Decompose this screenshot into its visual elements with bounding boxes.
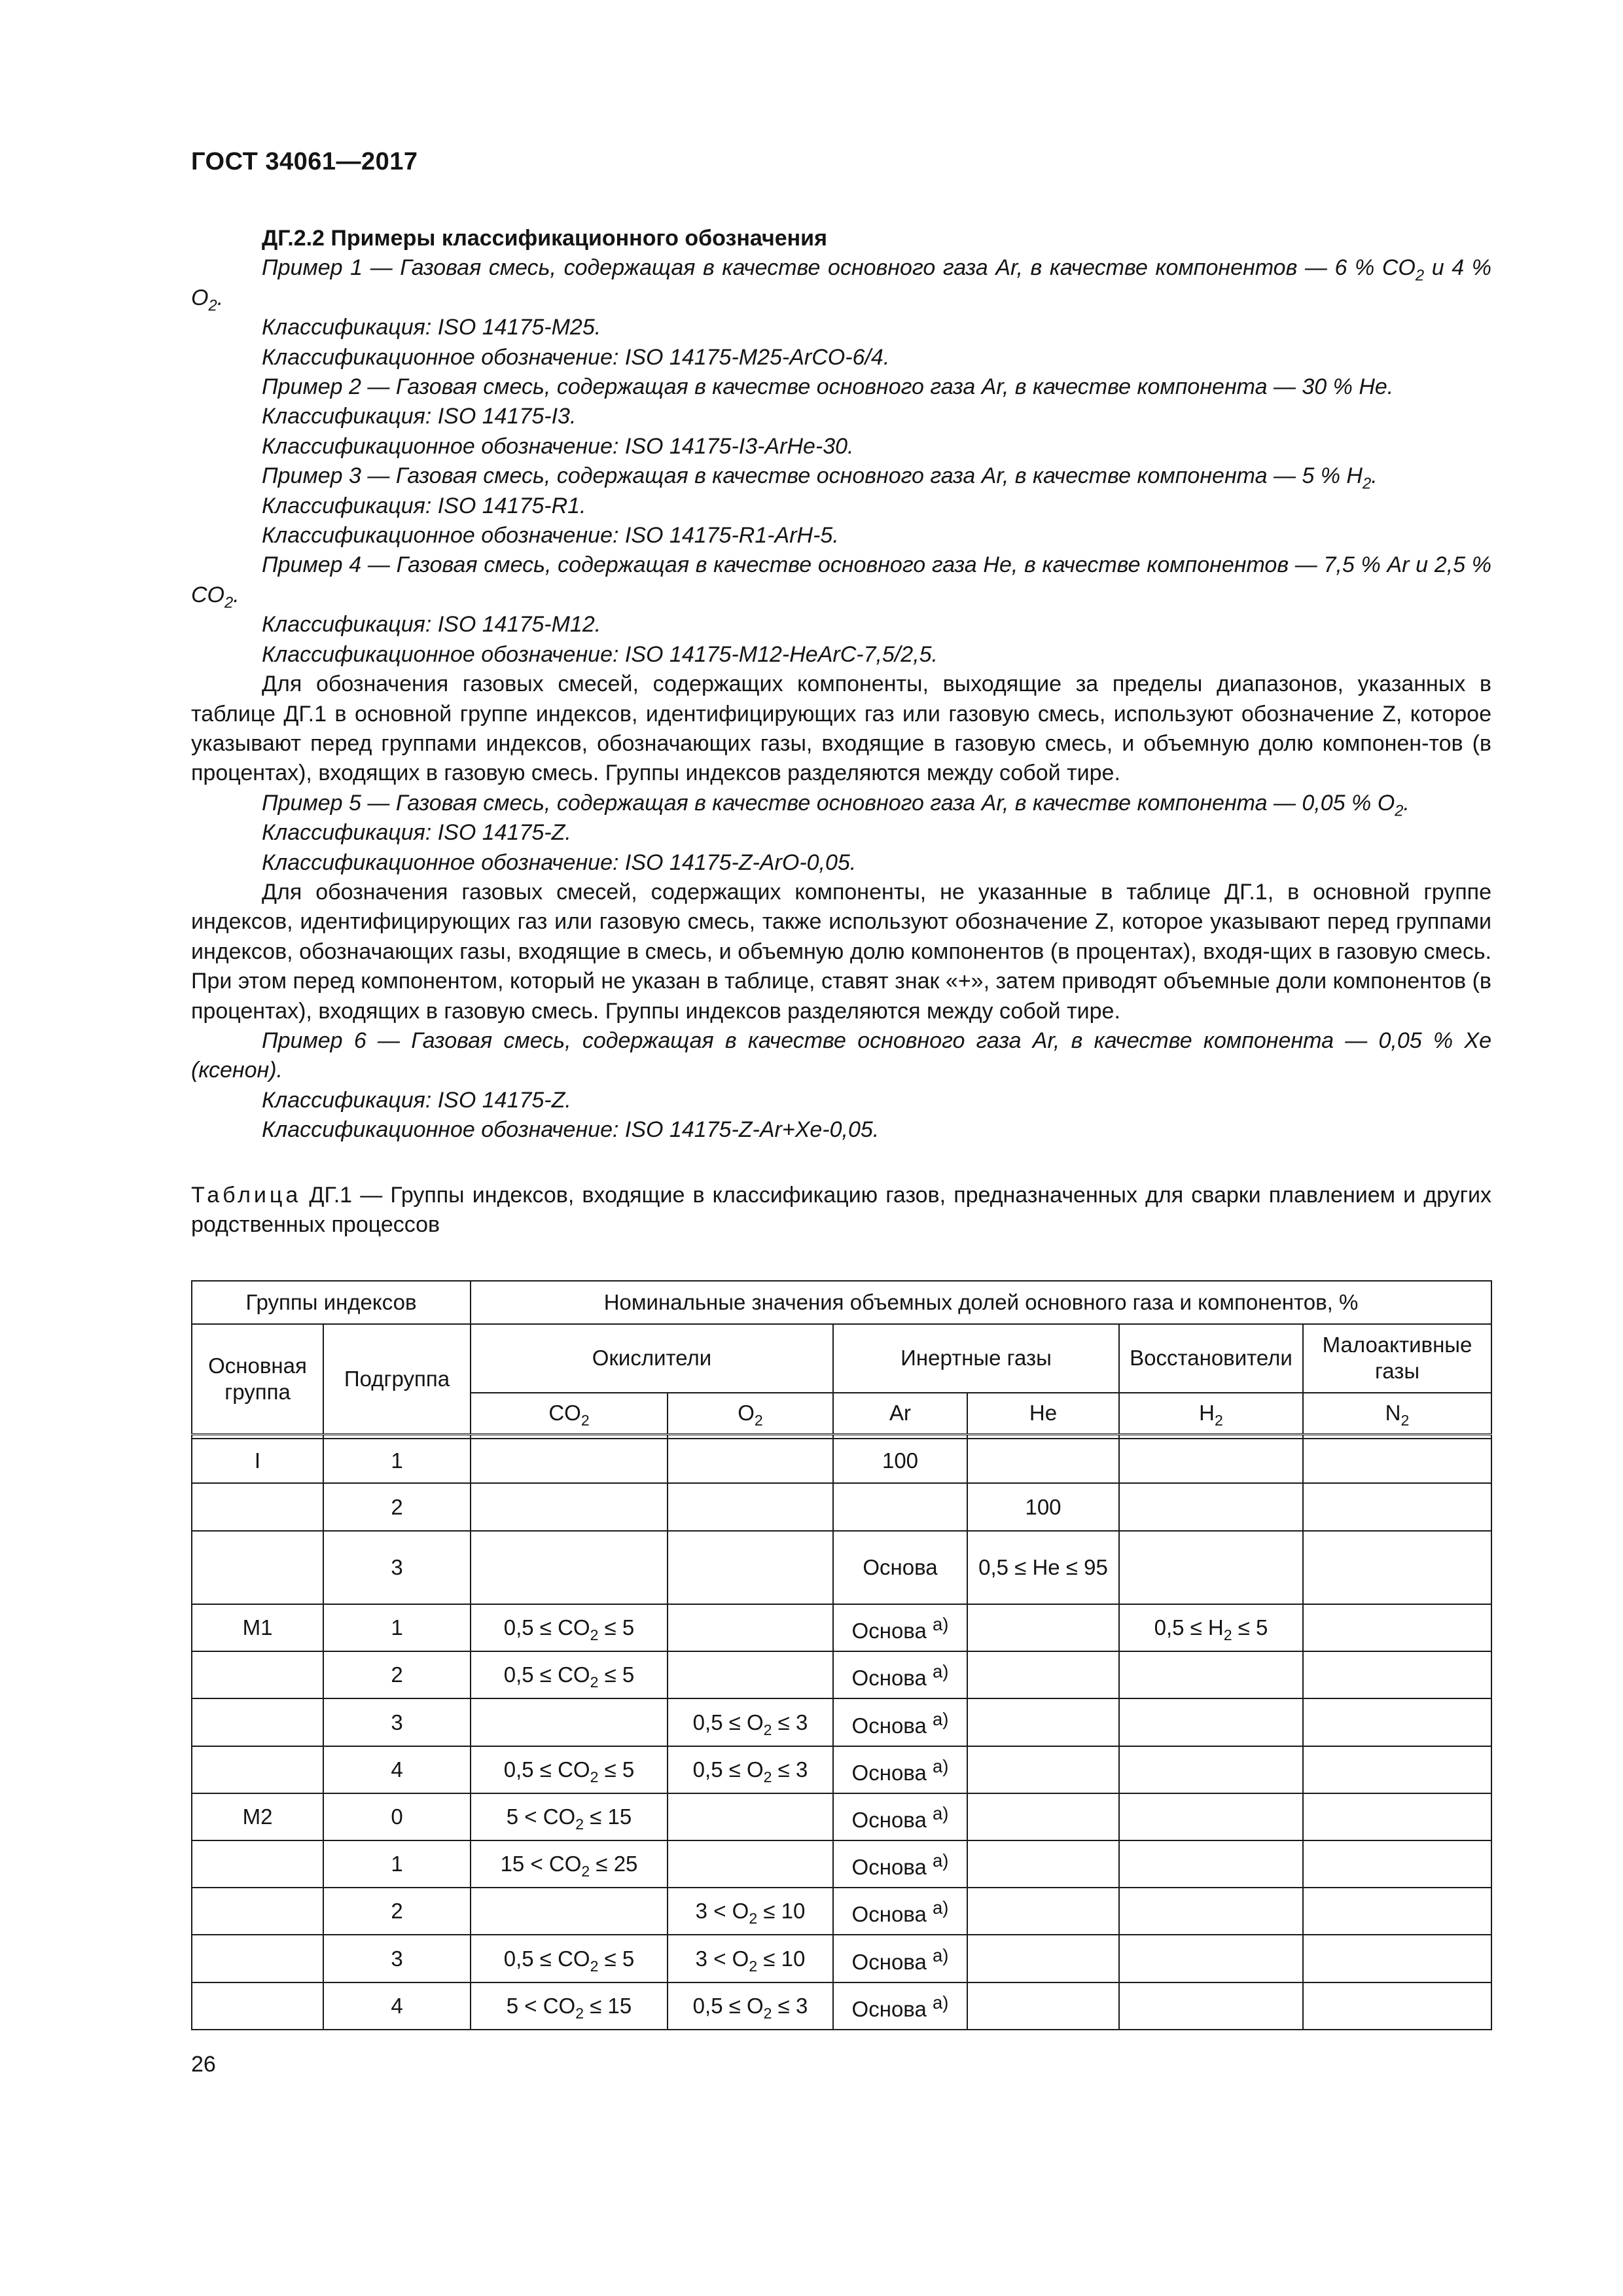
example-4-title: Пример 4 — Газовая смесь, содержащая в качестве основного газа He, в качестве компонентов — 7,5 % Ar и 2,5 % $CO_2$. <box>191 552 1491 612</box>
header-low-active-gases: Малоактивные газы <box>1303 1324 1491 1392</box>
page-number: 26 <box>191 2052 216 2077</box>
section-heading: ДГ.2.2 Примеры классификационного обозначения <box>262 226 827 251</box>
gas-index-table <box>191 1280 1492 2030</box>
table-row: I 1 100 <box>192 1439 1491 1483</box>
example-4-classification: Классификация: ISO 14175-M12. <box>262 612 601 637</box>
header-oxidizers: Окислители <box>471 1324 833 1392</box>
table-row: 3 Основа 0,5 ≤ He ≤ 95 <box>192 1531 1491 1604</box>
header-inert-gases: Инертные газы <box>833 1324 1119 1392</box>
example-3-classification: Классификация: ISO 14175-R1. <box>262 493 586 518</box>
example-5-classification: Классификация: ISO 14175-Z. <box>262 820 571 846</box>
table-row: M2 0 $5 < CO_2 \le 15$ Основа $^{а)}$ <box>192 1793 1491 1840</box>
table-caption <box>191 1181 1491 1240</box>
header-n2: $N_2$ <box>1303 1393 1491 1435</box>
example-1-title: Пример 1 — Газовая смесь, содержащая в качестве основного газа Ar, в качестве компонентов — 6 % $CO_2$ и 4 % $O_2$. <box>191 255 1492 315</box>
table-row: 4 $5 < CO_2 \le 15$ $0,5 \le O_2 \le 3$ Основа $^{а)}$ <box>192 1982 1491 2030</box>
example-6-designation: Классификационное обозначение: ISO 14175-Z-Ar+Xe-0,05. <box>262 1117 880 1143</box>
example-5-title: Пример 5 — Газовая смесь, содержащая в качестве основного газа Ar, в качестве компонента — 0,05 % $O_2$. <box>262 790 1410 820</box>
example-2-designation: Классификационное обозначение: ISO 14175-I3-ArHe-30. <box>262 433 854 459</box>
example-2-classification: Классификация: ISO 14175-I3. <box>262 404 577 429</box>
table-row: 2 100 <box>192 1483 1491 1530</box>
example-1-classification: Классификация: ISO 14175-M25. <box>262 315 601 340</box>
example-3-title: Пример 3 — Газовая смесь, содержащая в качестве основного газа Ar, в качестве компонента — 5 % $H_2$. <box>262 463 1378 493</box>
header-o2: $O_2$ <box>668 1393 833 1435</box>
table-row: 1 $15 < CO_2 \le 25$ Основа $^{а)}$ <box>192 1840 1491 1888</box>
example-3-designation: Классификационное обозначение: ISO 14175-R1-ArH-5. <box>262 523 839 548</box>
example-6-classification: Классификация: ISO 14175-Z. <box>262 1087 571 1113</box>
table-row: 2 $3 < O_2 \le 10$ Основа $^{а)}$ <box>192 1888 1491 1935</box>
header-co2: $CO_2$ <box>471 1393 668 1435</box>
example-5-designation: Классификационное обозначение: ISO 14175-Z-ArO-0,05. <box>262 850 857 875</box>
example-6-title: Пример 6 — Газовая смесь, содержащая в качестве основного газа Ar, в качестве компонента — 0,05 % Xe (ксенон). <box>191 1028 1491 1083</box>
header-reducers: Восстановители <box>1119 1324 1303 1392</box>
header-nominal-values: Номинальные значения объемных долей основного газа и компонентов, % <box>471 1281 1491 1324</box>
header-subgroup: Подгруппа <box>323 1324 471 1435</box>
table-row: 3 $0,5 \le CO_2 \le 5$ $3 < O_2 \le 10$ Основа $^{а)}$ <box>192 1935 1491 1982</box>
header-h2: $H_2$ <box>1119 1393 1303 1435</box>
table-row: 2 $0,5 \le CO_2 \le 5$ Основа $^{а)}$ <box>192 1651 1491 1698</box>
table-caption-text: ДГ.1 — Группы индексов, входящие в классификацию газов, предназначенных для сварки плавлением и других родственных процессов <box>191 1182 1491 1237</box>
header-main-group: Основная группа <box>192 1324 323 1435</box>
document-body <box>191 224 1491 1240</box>
document-header: ГОСТ 34061—2017 <box>191 148 418 175</box>
header-ar: Ar <box>833 1393 967 1435</box>
table-row: 3 $0,5 \le O_2 \le 3$ Основа $^{а)}$ <box>192 1698 1491 1746</box>
table-row: M1 1 $0,5 \le CO_2 \le 5$ Основа $^{а)}$ $0,5 \le H_2 \le 5$ <box>192 1604 1491 1651</box>
header-index-groups: Группы индексов <box>192 1281 471 1324</box>
paragraph-plus-designation: Для обозначения газовых смесей, содержащих компоненты, не указанные в таблице ДГ.1, в основной группе индексов, идентифицирующих газ или газовую смесь, также используют обозначение Z, которое указывают перед группами индексов, обозначающих газы, входящие в смесь, и объемную долю компонентов (в процентах), входя-щих в газовую смесь. При этом перед компонентом, который не указан в таблице, ставят знак «+», затем приводят объемные доли компонентов (в процентах), входящих в газовую смесь. Группы индексов разделяются между собой тире. <box>191 879 1491 1024</box>
header-he: He <box>967 1393 1119 1435</box>
paragraph-z-designation: Для обозначения газовых смесей, содержащих компоненты, выходящие за пределы диапазонов, указанных в таблице ДГ.1 в основной группе индексов, идентифицирующих газ или газовую смесь, используют обозначение Z, которое указывают перед группами индексов, обозначающих газы, входящие в газовую смесь, и объемную долю компонен-тов (в процентах), входящих в газовую смесь. Группы индексов разделяются между собой тире. <box>191 672 1491 786</box>
example-2-title: Пример 2 — Газовая смесь, содержащая в качестве основного газа Ar, в качестве компонента — 30 % He. <box>262 374 1394 400</box>
example-4-designation: Классификационное обозначение: ISO 14175-M12-HeArC-7,5/2,5. <box>262 641 938 667</box>
example-1-designation: Классификационное обозначение: ISO 14175-M25-ArCO-6/4. <box>262 344 890 370</box>
table-caption-label: Таблица <box>191 1182 302 1208</box>
table-row: 4 $0,5 \le CO_2 \le 5$ $0,5 \le O_2 \le 3$ Основа $^{а)}$ <box>192 1746 1491 1793</box>
